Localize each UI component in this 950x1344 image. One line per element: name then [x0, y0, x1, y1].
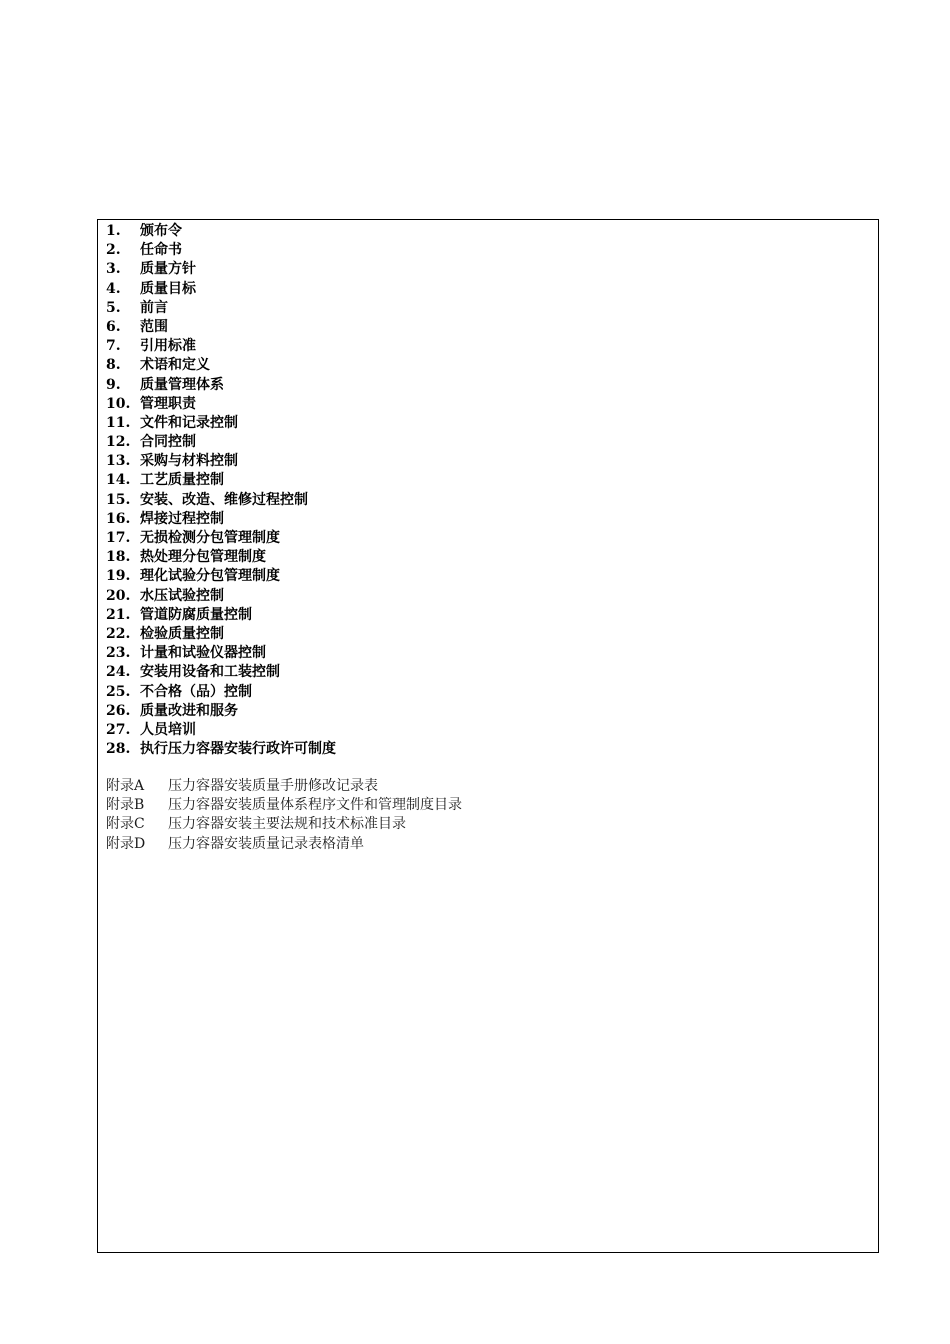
- toc-item-title: 范围: [140, 318, 168, 335]
- toc-item-number: 10.: [106, 395, 131, 412]
- appendix-item: [106, 835, 870, 854]
- toc-item-number: 5.: [106, 299, 121, 316]
- toc-item: [106, 280, 870, 299]
- toc-item-title: 工艺质量控制: [140, 472, 224, 489]
- toc-item-number: 8.: [106, 357, 121, 374]
- toc-item: [106, 740, 870, 759]
- toc-item-number: 21.: [106, 606, 131, 623]
- toc-item-number: 28.: [106, 741, 131, 758]
- toc-item-number: 23.: [106, 645, 131, 662]
- toc-item-title: 管理职责: [140, 395, 196, 412]
- toc-item-title: 质量方针: [140, 261, 196, 278]
- toc-item-number: 19.: [106, 568, 131, 585]
- toc-item-number: 27.: [106, 721, 131, 738]
- toc-item-number: 14.: [106, 472, 131, 489]
- contents-frame: [97, 219, 879, 1253]
- toc-item-number: 2.: [106, 242, 121, 259]
- toc-item-number: 15.: [106, 491, 131, 508]
- toc-item-title: 安装、改造、维修过程控制: [140, 491, 308, 508]
- toc-item-title: 理化试验分包管理制度: [140, 568, 280, 585]
- toc-item: [106, 529, 870, 548]
- toc-item-number: 6.: [106, 318, 121, 335]
- toc-item: [106, 471, 870, 490]
- appendix-item-title: 压力容器安装质量记录表格清单: [168, 835, 364, 852]
- toc-item-number: 7.: [106, 338, 121, 355]
- toc-item: [106, 491, 870, 510]
- toc-item: [106, 241, 870, 260]
- toc-item-title: 不合格（品）控制: [140, 683, 252, 700]
- toc-item-number: 9.: [106, 376, 121, 393]
- toc-item-title: 管道防腐质量控制: [140, 606, 252, 623]
- appendix-item: [106, 796, 870, 815]
- toc-item-title: 前言: [140, 299, 168, 316]
- appendix-item-title: 压力容器安装质量手册修改记录表: [168, 778, 378, 794]
- toc-item-title: 术语和定义: [140, 357, 210, 374]
- toc-item: [106, 395, 870, 414]
- toc-item-title: 水压试验控制: [140, 587, 224, 604]
- toc-item-number: 12.: [106, 434, 131, 451]
- toc-item: [106, 587, 870, 606]
- toc-item-title: 无损检测分包管理制度: [140, 530, 280, 546]
- toc-item-title: 质量目标: [140, 280, 196, 297]
- toc-item-number: 22.: [106, 625, 131, 642]
- toc-item-title: 引用标准: [140, 338, 196, 355]
- toc-item-title: 文件和记录控制: [140, 414, 238, 431]
- toc-item: [106, 644, 870, 663]
- toc-item-title: 任命书: [140, 242, 182, 259]
- toc-item: [106, 548, 870, 567]
- toc-item-title: 颁布令: [140, 223, 182, 239]
- appendix-item-label: 附录B: [106, 797, 145, 814]
- toc-item-number: 1.: [106, 223, 121, 239]
- toc-item-title: 质量改进和服务: [140, 702, 238, 719]
- toc-item-number: 17.: [106, 530, 131, 546]
- appendix-item-label: 附录A: [106, 778, 145, 794]
- toc-item-number: 18.: [106, 549, 131, 566]
- toc-item-title: 计量和试验仪器控制: [140, 645, 266, 662]
- toc-item: [106, 606, 870, 625]
- toc-item-title: 检验质量控制: [140, 625, 224, 642]
- toc-item-number: 16.: [106, 510, 131, 527]
- toc-item: [106, 414, 870, 433]
- toc-item: [106, 663, 870, 682]
- toc-item-title: 焊接过程控制: [140, 510, 224, 527]
- appendix-item: [106, 777, 870, 796]
- toc-item-number: 13.: [106, 453, 131, 470]
- toc-item: [106, 721, 870, 740]
- toc-item: [106, 318, 870, 337]
- toc-item-number: 25.: [106, 683, 131, 700]
- toc-item: [106, 222, 870, 241]
- toc-item: [106, 299, 870, 318]
- appendix-list: [106, 777, 870, 854]
- toc-item: [106, 452, 870, 471]
- appendix-item-label: 附录D: [106, 835, 146, 852]
- toc-item-title: 热处理分包管理制度: [140, 549, 266, 566]
- toc-item-number: 26.: [106, 702, 131, 719]
- toc-item-title: 安装用设备和工装控制: [140, 664, 280, 681]
- toc-item-title: 执行压力容器安装行政许可制度: [140, 741, 336, 758]
- toc-item-number: 4.: [106, 280, 121, 297]
- toc-item: [106, 376, 870, 395]
- appendix-item-label: 附录C: [106, 816, 145, 833]
- toc-item-title: 质量管理体系: [140, 376, 224, 393]
- toc-item: [106, 356, 870, 375]
- toc-item-title: 采购与材料控制: [140, 453, 238, 470]
- toc-item-title: 人员培训: [140, 721, 196, 738]
- toc-item: [106, 702, 870, 721]
- toc-item-number: 3.: [106, 261, 121, 278]
- appendix-item-title: 压力容器安装质量体系程序文件和管理制度目录: [168, 797, 462, 814]
- toc-item: [106, 567, 870, 586]
- toc-item: [106, 625, 870, 644]
- toc-item-number: 20.: [106, 587, 131, 604]
- toc-item: [106, 433, 870, 452]
- toc-item: [106, 510, 870, 529]
- toc-item: [106, 337, 870, 356]
- appendix-item-title: 压力容器安装主要法规和技术标准目录: [168, 816, 406, 833]
- toc-item: [106, 683, 870, 702]
- toc-item-number: 11.: [106, 414, 131, 431]
- toc-item-number: 24.: [106, 664, 131, 681]
- toc-item: [106, 260, 870, 279]
- table-of-contents: [106, 222, 870, 759]
- toc-item-title: 合同控制: [140, 434, 196, 451]
- appendix-item: [106, 815, 870, 834]
